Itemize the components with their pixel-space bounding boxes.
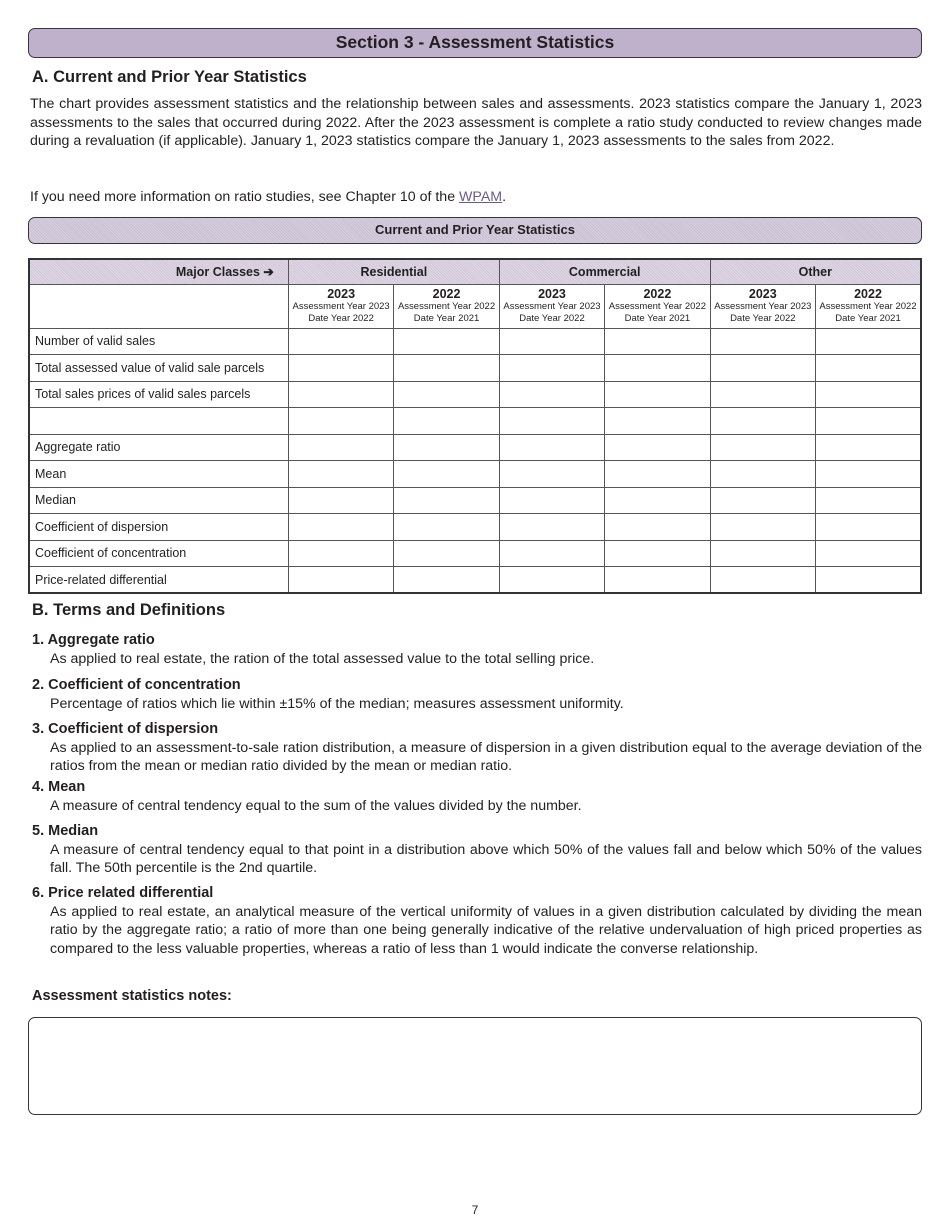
value-cell[interactable] xyxy=(394,355,499,382)
value-cell[interactable] xyxy=(394,381,499,408)
value-cell[interactable] xyxy=(605,408,710,435)
class-other: Other xyxy=(710,259,921,284)
value-cell[interactable] xyxy=(816,328,921,355)
value-cell[interactable] xyxy=(394,434,499,461)
column-date-year: Date Year 2022 xyxy=(519,312,585,324)
term-item xyxy=(32,720,922,776)
notes-label: Assessment statistics notes: xyxy=(32,988,232,1004)
column-year: 2022 xyxy=(643,286,672,301)
column-year: 2022 xyxy=(432,286,461,301)
value-cell[interactable] xyxy=(499,487,604,514)
term-item xyxy=(32,631,922,668)
term-item xyxy=(32,822,922,878)
major-classes-header: Major Classes ➔ xyxy=(29,259,288,284)
part-b-heading: B. Terms and Definitions xyxy=(32,601,226,619)
table-row xyxy=(29,514,921,541)
value-cell[interactable] xyxy=(605,355,710,382)
term-title: 5. Median xyxy=(32,823,99,839)
column-assessment-year: Assessment Year 2023 xyxy=(292,300,390,312)
column-date-year: Date Year 2021 xyxy=(835,312,901,324)
column-date-year: Date Year 2021 xyxy=(413,312,480,324)
value-cell[interactable] xyxy=(288,355,393,382)
term-title: 3. Coefficient of dispersion xyxy=(32,721,219,737)
value-cell[interactable] xyxy=(816,408,921,435)
value-cell[interactable] xyxy=(499,434,604,461)
column-header xyxy=(288,284,393,328)
table-title: Current and Prior Year Statistics xyxy=(28,217,922,244)
value-cell[interactable] xyxy=(710,355,815,382)
row-label: Mean xyxy=(29,461,288,488)
value-cell[interactable] xyxy=(816,434,921,461)
row-label: Price-related differential xyxy=(29,567,288,594)
class-residential: Residential xyxy=(288,259,499,284)
value-cell[interactable] xyxy=(499,381,604,408)
part-a-heading: A. Current and Prior Year Statistics xyxy=(32,68,307,86)
term-item xyxy=(32,676,922,713)
value-cell[interactable] xyxy=(710,328,815,355)
column-year: 2022 xyxy=(854,286,882,301)
value-cell[interactable] xyxy=(816,381,921,408)
value-cell[interactable] xyxy=(710,408,815,435)
value-cell[interactable] xyxy=(499,567,604,594)
term-title: 2. Coefficient of concentration xyxy=(32,677,241,693)
blank-header-cell xyxy=(29,284,288,328)
row-label xyxy=(29,408,288,435)
value-cell[interactable] xyxy=(710,461,815,488)
part-a-intro: The chart provides assessment statistics and the relationship between sales and assessments. 2023 statistics compare the January 1, 2023 assessments to the sales that occurred during 2022. After the 2023 assessment is complete a ratio study conducted to review changes made during a revaluation (if applicable). January 1, 2023 statistics compare the January 1, 2023 assessments to the sales from 2022. xyxy=(30,96,922,149)
term-definition: As applied to real estate, an analytical measure of the vertical uniformity of values in a given distribution calculated by dividing the mean ratio by the aggregate ratio; a ratio of more than one being generally indicative of the relative undervaluation of high priced properties as compared to the less valuable properties, whereas a ratio of less than 1 would indicate the converse relationship. xyxy=(50,903,922,957)
value-cell[interactable] xyxy=(499,461,604,488)
column-header xyxy=(394,284,499,328)
column-assessment-year: Assessment Year 2023 xyxy=(714,300,812,312)
row-label: Coefficient of concentration xyxy=(29,540,288,567)
value-cell[interactable] xyxy=(816,487,921,514)
row-label: Median xyxy=(29,487,288,514)
column-assessment-year: Assessment Year 2022 xyxy=(819,300,917,312)
column-assessment-year: Assessment Year 2022 xyxy=(608,300,706,312)
value-cell[interactable] xyxy=(394,461,499,488)
more-info-text xyxy=(30,188,922,207)
table-row xyxy=(29,328,921,355)
value-cell[interactable] xyxy=(605,514,710,541)
row-label: Total sales prices of valid sales parcels xyxy=(29,381,288,408)
value-cell[interactable] xyxy=(288,487,393,514)
term-title: 1. Aggregate ratio xyxy=(32,632,155,648)
value-cell[interactable] xyxy=(288,461,393,488)
column-header xyxy=(499,284,604,328)
more-info-end: . xyxy=(502,189,507,205)
value-cell[interactable] xyxy=(710,540,815,567)
value-cell[interactable] xyxy=(605,461,710,488)
table-row xyxy=(29,540,921,567)
value-cell[interactable] xyxy=(288,540,393,567)
value-cell[interactable] xyxy=(394,487,499,514)
column-header xyxy=(605,284,710,328)
table-row xyxy=(29,461,921,488)
term-definition: Percentage of ratios which lie within ±15% of the median; measures assessment uniformity. xyxy=(50,695,624,712)
table-row xyxy=(29,381,921,408)
value-cell[interactable] xyxy=(710,487,815,514)
value-cell[interactable] xyxy=(288,381,393,408)
row-label: Number of valid sales xyxy=(29,328,288,355)
term-definition: A measure of central tendency equal to the sum of the values divided by the number. xyxy=(50,797,582,814)
table-row xyxy=(29,487,921,514)
value-cell[interactable] xyxy=(394,540,499,567)
wpam-link[interactable]: WPAM xyxy=(459,189,503,205)
term-definition: As applied to real estate, the ration of the total assessed value to the total selling price. xyxy=(50,650,595,667)
value-cell[interactable] xyxy=(605,434,710,461)
value-cell[interactable] xyxy=(710,514,815,541)
section-title: Section 3 - Assessment Statistics xyxy=(28,28,922,58)
value-cell[interactable] xyxy=(710,567,815,594)
column-assessment-year: Assessment Year 2022 xyxy=(397,300,496,312)
term-definition: A measure of central tendency equal to that point in a distribution above which 50% of the values fall and below which 50% of the values fall. The 50th percentile is the 2nd quartile. xyxy=(50,841,922,876)
value-cell[interactable] xyxy=(288,567,393,594)
value-cell[interactable] xyxy=(394,408,499,435)
value-cell[interactable] xyxy=(499,408,604,435)
value-cell[interactable] xyxy=(605,540,710,567)
value-cell[interactable] xyxy=(499,328,604,355)
value-cell[interactable] xyxy=(288,328,393,355)
column-assessment-year: Assessment Year 2023 xyxy=(503,300,601,312)
term-item xyxy=(32,778,922,815)
column-date-year: Date Year 2021 xyxy=(624,312,691,324)
statistics-table xyxy=(28,258,922,594)
value-cell[interactable] xyxy=(605,567,710,594)
row-label: Coefficient of dispersion xyxy=(29,514,288,541)
column-date-year: Date Year 2022 xyxy=(308,312,374,324)
column-year: 2023 xyxy=(748,286,777,301)
value-cell[interactable] xyxy=(288,434,393,461)
value-cell[interactable] xyxy=(394,567,499,594)
value-cell[interactable] xyxy=(816,355,921,382)
column-year: 2023 xyxy=(327,286,356,301)
value-cell[interactable] xyxy=(710,381,815,408)
page-number: 7 xyxy=(471,1203,479,1217)
value-cell[interactable] xyxy=(816,461,921,488)
notes-input[interactable] xyxy=(28,1017,922,1115)
class-commercial: Commercial xyxy=(499,259,710,284)
value-cell[interactable] xyxy=(288,408,393,435)
value-cell[interactable] xyxy=(394,514,499,541)
column-date-year: Date Year 2022 xyxy=(730,312,796,324)
value-cell[interactable] xyxy=(605,328,710,355)
row-label: Aggregate ratio xyxy=(29,434,288,461)
column-year: 2023 xyxy=(538,286,566,301)
value-cell[interactable] xyxy=(816,540,921,567)
term-item xyxy=(32,884,922,958)
row-label: Total assessed value of valid sale parcels xyxy=(29,355,288,382)
table-row xyxy=(29,434,921,461)
term-title: 4. Mean xyxy=(32,779,86,795)
value-cell[interactable] xyxy=(288,514,393,541)
table-row xyxy=(29,355,921,382)
term-definition: As applied to an assessment-to-sale ration distribution, a measure of dispersion in a given distribution equal to the average deviation of the ratios from the mean or median ratio divided by the mean or median ratio. xyxy=(50,739,922,774)
value-cell[interactable] xyxy=(499,355,604,382)
value-cell[interactable] xyxy=(499,514,604,541)
value-cell[interactable] xyxy=(605,381,710,408)
value-cell[interactable] xyxy=(605,487,710,514)
table-row xyxy=(29,567,921,594)
term-title: 6. Price related differential xyxy=(32,885,214,901)
value-cell[interactable] xyxy=(816,567,921,594)
table-row xyxy=(29,408,921,435)
column-header xyxy=(816,284,921,328)
value-cell[interactable] xyxy=(394,328,499,355)
more-info-label: If you need more information on ratio studies, see Chapter 10 of the xyxy=(30,189,460,205)
column-header xyxy=(710,284,815,328)
value-cell[interactable] xyxy=(816,514,921,541)
value-cell[interactable] xyxy=(710,434,815,461)
value-cell[interactable] xyxy=(499,540,604,567)
